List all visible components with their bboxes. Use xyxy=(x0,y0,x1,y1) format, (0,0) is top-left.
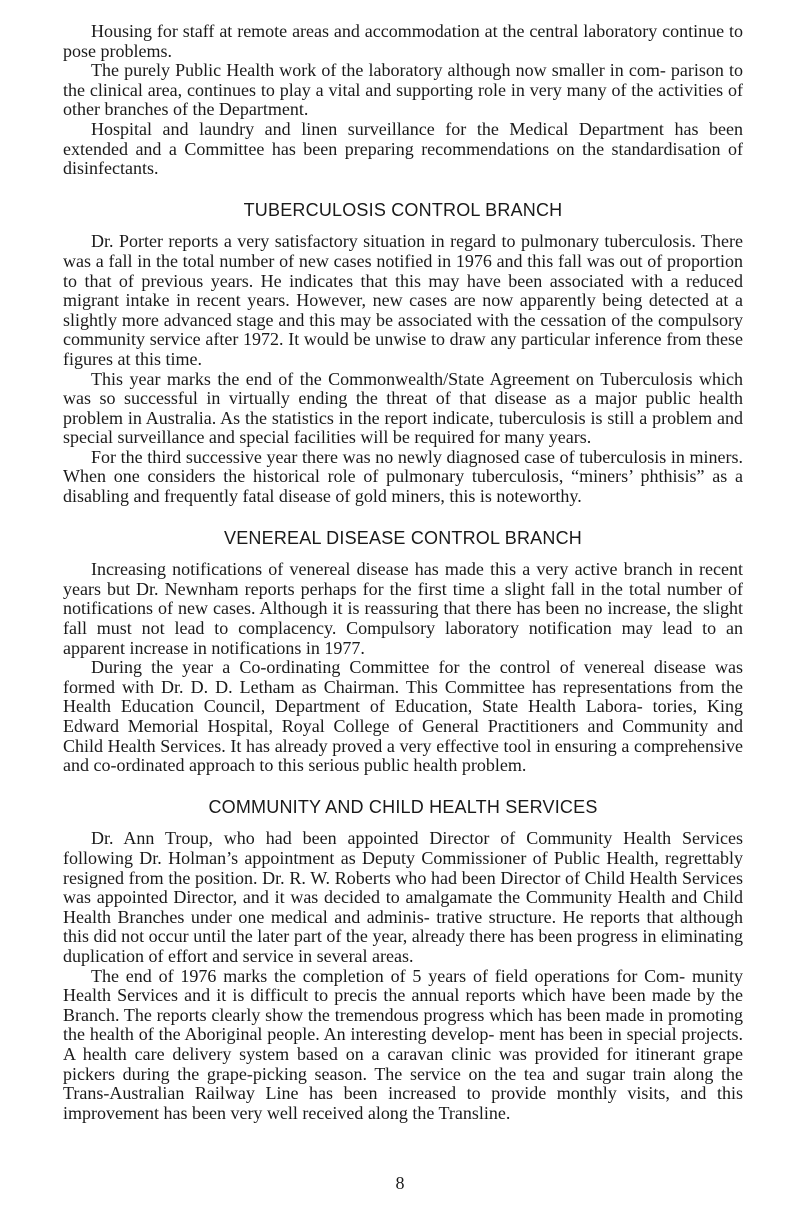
paragraph: The end of 1976 marks the completion of 5 years of field operations for Com- munity Health Services and it is difficult to precis the annual reports which have been made by the Branch. The reports clearly show the tremendous progress which has been made in promoting the health of the Aboriginal people. An interesting develop- ment has been in special projects. A health care delivery system based on a caravan clinic was provided for itinerant grape pickers during the grape-picking season. The service on the tea and sugar train along the Trans-Australian Railway Line has been increased to provide monthly visits, and this improvement has been very well received along the Transline. xyxy=(63,965,743,1123)
section-heading: VENEREAL DISEASE CONTROL BRANCH xyxy=(224,527,582,548)
paragraph: Dr. Ann Troup, who had been appointed Director of Community Health Services following Dr. Holman’s appointment as Deputy Commissioner of Public Health, regrettably resigned from the position. Dr. R. W. Roberts who had been Director of Child Health Services was appointed Director, and it was decided to amalgamate the Community Health and Child Health Branches under one medical and adminis- trative structure. He reports that although this did not occur until the later part of the year, already there has been progress in eliminating duplication of effort and service in several areas. xyxy=(63,828,743,966)
paragraph: Hospital and laundry and linen surveillance for the Medical Department has been extended and a Committee has been preparing recommendations on the standardisation of disinfectants. xyxy=(63,118,743,179)
community-child-health-section xyxy=(63,798,743,1124)
paragraph: For the third successive year there was no newly diagnosed case of tuberculosis in miners. When one considers the historical role of pulmonary tuberculosis, “miners’ phthisis” as a disabling and frequently fatal disease of gold miners, this is noteworthy. xyxy=(63,446,743,507)
paragraph: Housing for staff at remote areas and accommodation at the central laboratory continue to pose problems. xyxy=(63,21,743,61)
paragraph: This year marks the end of the Commonwealth/State Agreement on Tuberculosis which was so successful in virtually ending the threat of that disease as a major public health problem in Australia. As the statistics in the report indicate, tuberculosis is still a problem and special surveillance and special facilities will be required for many years. xyxy=(63,368,743,448)
paragraph: Increasing notifications of venereal disease has made this a very active branch in recent years but Dr. Newnham reports perhaps for the first time a slight fall in the total number of notifications of new cases. Although it is reassuring that there has been no increase, the slight fall must not lead to complacency. Compulsory laboratory notification may lead to an apparent increase in notifications in 1977. xyxy=(63,559,743,658)
paragraph: Dr. Porter reports a very satisfactory situation in regard to pulmonary tuberculosis. There was a fall in the total number of new cases notified in 1976 and this fall was out of proportion to that of previous years. He indicates that this may have been associated with a reduced migrant intake in recent years. However, new cases are now apparently being detected at a slightly more advanced stage and this may be associated with the cessation of the compulsory community service after 1972. It would be unwise to draw any particular inference from these figures at this time. xyxy=(63,231,743,369)
document-page xyxy=(63,22,743,1123)
page-number: 8 xyxy=(395,1173,405,1193)
paragraph: During the year a Co-ordinating Committee for the control of venereal disease was formed with Dr. D. D. Letham as Chairman. This Committee has representations from the Health Education Council, Department of Education, State Health Labora- tories, King Edward Memorial Hospital, Royal College of General Practitioners and Community and Child Health Services. It has already proved a very effective tool in ensuring a comprehensive and co-ordinated approach to this serious public health problem. xyxy=(63,657,743,776)
section-heading: COMMUNITY AND CHILD HEALTH SERVICES xyxy=(208,796,598,817)
tuberculosis-section xyxy=(63,201,743,507)
paragraph: The purely Public Health work of the laboratory although now smaller in com- parison to the clinical area, continues to play a vital and supporting role in very many of the activities of other branches of the Department. xyxy=(63,60,743,120)
venereal-disease-section xyxy=(63,529,743,776)
section-heading: TUBERCULOSIS CONTROL BRANCH xyxy=(243,199,563,220)
laboratory-section xyxy=(63,22,743,179)
